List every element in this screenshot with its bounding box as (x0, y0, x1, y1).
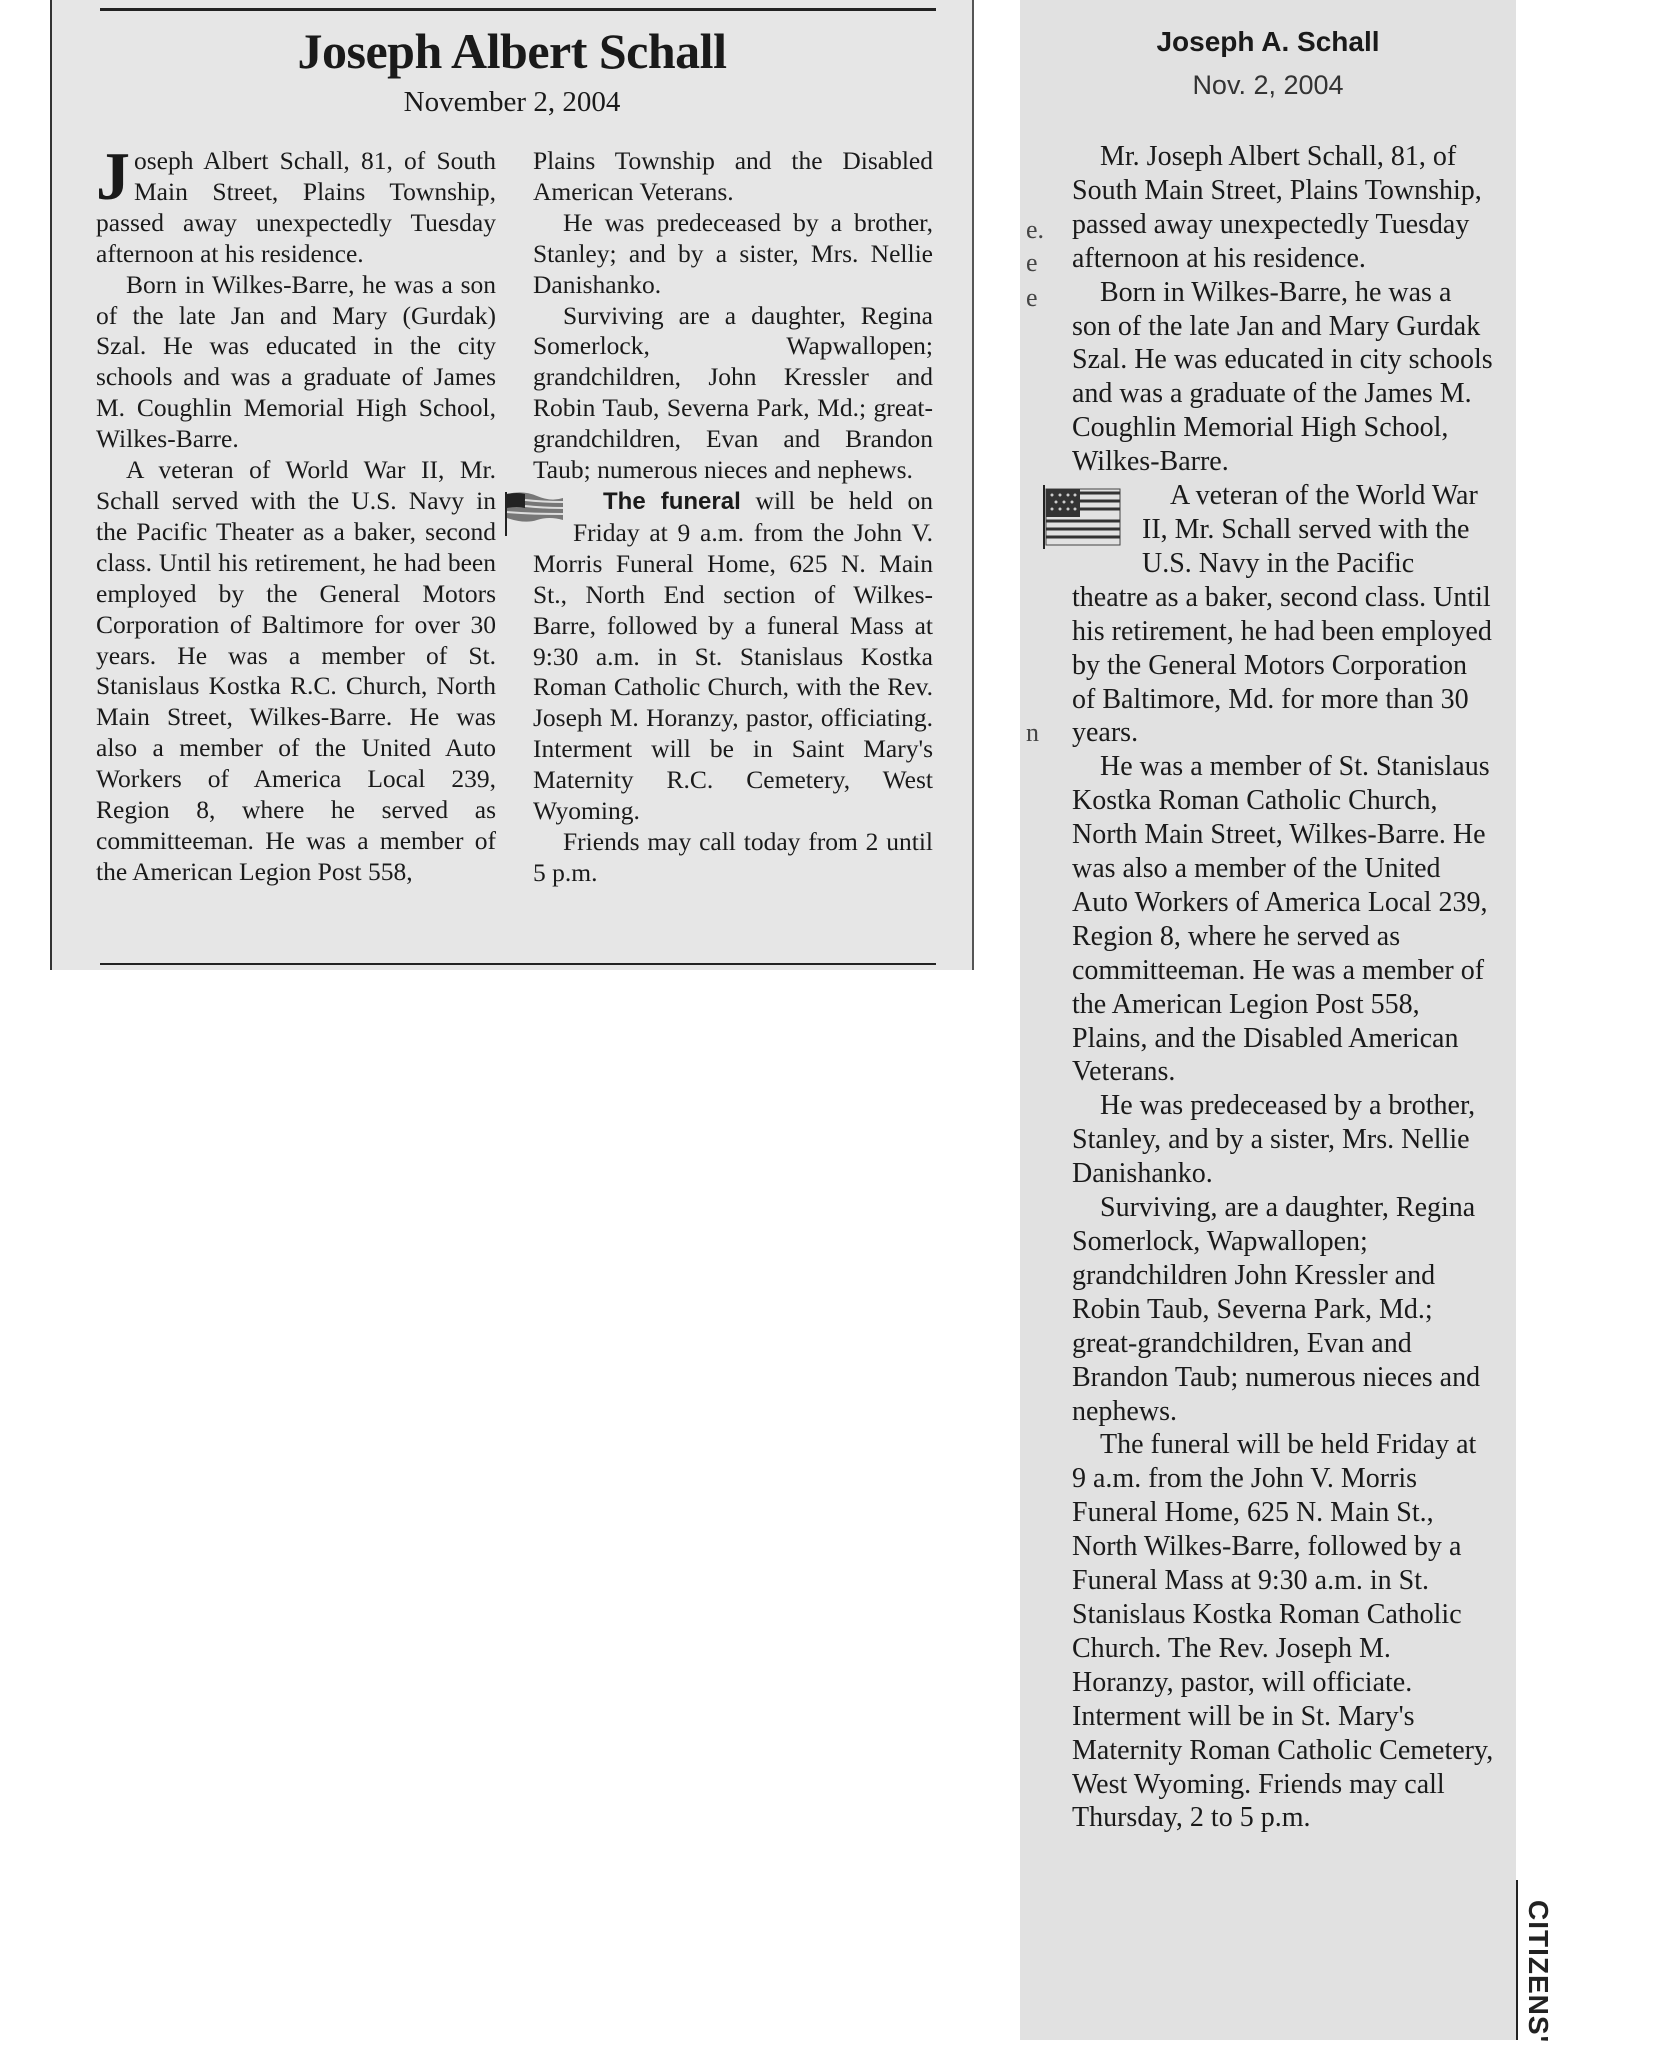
edge-fragment: e. (1026, 215, 1045, 244)
obituary-date: Nov. 2, 2004 (1192, 70, 1344, 100)
paragraph: Surviving, are a daughter, Regina Somerlock, Wapwallopen; grandchildren John Kressler and Robin Taub, Severna Park, Md.; great-grandchildren, Evan and Brandon Taub; numerous nieces and nephews. (1072, 1192, 1481, 1427)
side-rule (1516, 1880, 1518, 2040)
newspaper-name-label: CITIZENS' (1523, 1900, 1554, 2044)
paragraph: Surviving are a daughter, Regina Somerlock, Wapwallopen; grandchildren, John Kressler and Robin Taub, Severna Park, Md.; great-grandchildren, Evan and Brandon Taub; numerous nieces and nephews. (533, 300, 933, 485)
paragraph: A veteran of the World War II, Mr. Schall served with the U.S. Navy in the Pacific theatre as a baker, second class. Until his retirement, he had been employed by the General Motors Corporation of Baltimore, Md. for more than 30 years. (1072, 479, 1496, 750)
obituary-clipping-1 (50, 0, 974, 970)
obituary-date: November 2, 2004 (403, 86, 621, 118)
paragraph: Plains Township and the Disabled American Veterans. (533, 146, 933, 206)
obituary-title: Joseph Albert Schall (297, 23, 727, 79)
obituary-title: Joseph A. Schall (1156, 26, 1380, 57)
bottom-rule (100, 963, 936, 965)
american-flag-icon (1042, 485, 1122, 549)
obituary-clipping-2 (1020, 0, 1516, 2040)
right-column (533, 146, 933, 889)
edge-fragment: e (1026, 248, 1038, 277)
paragraph: A veteran of World War II, Mr. Schall served with the U.S. Navy in the Pacific Theater as a baker, second class. Until his retirement, he had been employed by the General Motors Corporation of Baltimore for over 30 years. He was a member of St. Stanislaus Kostka R.C. Church, North Main Street, Wilkes-Barre. He was also a member of the United Auto Workers of America Local 239, Region 8, where he served as committeeman. He was a member of the American Legion Post 558, (96, 455, 496, 886)
edge-fragment: n (1026, 718, 1039, 747)
paragraph: He was predeceased by a brother, Stanley; and by a sister, Mrs. Nellie Danishanko. (533, 207, 933, 299)
top-rule (100, 8, 936, 11)
paragraph: He was a member of St. Stanislaus Kostka Roman Catholic Church, North Main Street, Wilkes-Barre. He was also a member of the United Auto Workers of America Local 239, Region 8, where he served as committeeman. He was a member of the American Legion Post 558, Plains, and the Disabled American Veterans. (1072, 751, 1490, 1088)
paragraph: Born in Wilkes-Barre, he was a son of the late Jan and Mary (Gurdak) Szal. He was educated in the city schools and was a graduate of James M. Coughlin Memorial High School, Wilkes-Barre. (96, 269, 496, 454)
left-column (96, 138, 496, 888)
paragraph: The funeral will be held Friday at 9 a.m. from the John V. Morris Funeral Home, 625 N. Main St., North Wilkes-Barre, followed by a Funeral Mass at 9:30 a.m. in St. Stanislaus Kostka Roman Catholic Church. The Rev. Joseph M. Horanzy, pastor, will officiate. Interment will be in St. Mary's Maternity Roman Catholic Cemetery, West Wyoming. Friends may call Thursday, 2 to 5 p.m. (1072, 1429, 1494, 1834)
obituary-column (1072, 140, 1496, 1835)
paragraph: Born in Wilkes-Barre, he was a son of the late Jan and Mary Gurdak Szal. He was educated in city schools and was a graduate of the James M. Coughlin Memorial High School, Wilkes-Barre. (1072, 276, 1493, 478)
drop-cap: J (96, 138, 130, 214)
american-flag-icon (503, 490, 565, 536)
paragraph: Mr. Joseph Albert Schall, 81, of South Main Street, Plains Township, passed away unexpectedly Tuesday afternoon at his residence. (1072, 141, 1482, 274)
edge-fragment: e (1026, 283, 1038, 312)
paragraph: He was predeceased by a brother, Stanley, and by a sister, Mrs. Nellie Danishanko. (1072, 1090, 1476, 1190)
paragraph: Friends may call today from 2 until 5 p.m. (533, 826, 933, 887)
paragraph: The funeral will be held on Friday at 9 a.m. from the John V. Morris Funeral Home, 625 N. Main St., North End section of Wilkes-Barre, followed by a funeral Mass at 9:30 a.m. in St. Stanislaus Kostka Roman Catholic Church, with the Rev. Joseph M. Horanzy, pastor, officiating. Interment will be in Saint Mary's Maternity R.C. Cemetery, West Wyoming. (533, 486, 933, 827)
paragraph: Joseph Albert Schall, 81, of South Main Street, Plains Township, passed away unexpectedly Tuesday afternoon at his residence. (96, 138, 496, 268)
